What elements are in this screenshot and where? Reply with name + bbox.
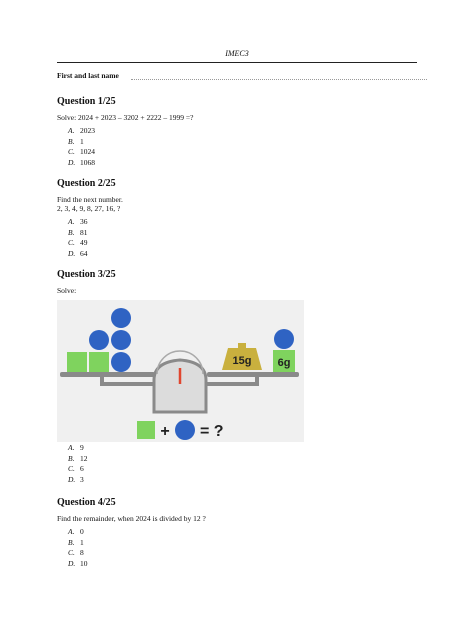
option-d[interactable] [57,475,88,486]
option-letter: D. [68,474,76,484]
blue-circle [111,330,131,350]
right-arm [203,377,257,384]
option-c[interactable] [57,548,206,559]
option-value: 49 [80,238,88,247]
option-value: 0 [80,527,84,536]
blue-circle [111,308,131,328]
question-1 [57,96,193,168]
option-c[interactable] [57,238,123,249]
scale-body [154,360,206,412]
document-title: IMEC3 [225,49,249,58]
name-row [57,71,417,83]
options-list [57,527,206,569]
question-4 [57,497,206,569]
option-letter: C. [68,238,75,247]
option-d[interactable] [57,158,193,169]
option-d[interactable] [57,559,206,570]
option-letter: D. [68,248,76,258]
green-square [67,352,87,372]
option-letter: B. [68,136,75,146]
question-3-options [57,443,88,485]
question-title: Question 2/25 [57,178,116,189]
green-square [89,352,109,372]
options-list [57,217,123,259]
blue-circle [274,329,294,349]
question-text: Find the next number. [57,195,123,204]
option-a[interactable] [57,527,206,538]
blue-circle [89,330,109,350]
question-title: Question 4/25 [57,497,116,508]
option-c[interactable] [57,147,193,158]
options-list [57,443,88,485]
option-letter: B. [68,227,75,237]
equation-plus: + [160,423,170,440]
options-list [57,126,193,168]
option-b[interactable] [57,228,123,239]
equation-circle [175,420,195,440]
option-value: 1068 [80,157,95,167]
left-arm [102,377,157,384]
option-letter: A. [68,126,75,135]
option-value: 2023 [80,126,95,135]
option-letter: C. [68,548,75,557]
equation-square [137,421,155,439]
option-value: 9 [80,443,84,452]
equation-equals: = ? [200,423,224,440]
option-letter: C. [68,147,75,156]
option-value: 8 [80,548,84,557]
question-sequence: 2, 3, 4, 9, 8, 27, 16, ? [57,204,121,213]
question-3 [57,269,116,295]
option-letter: A. [68,217,75,226]
question-title: Question 1/25 [57,96,116,107]
option-b[interactable] [57,137,193,148]
question-text: Solve: [57,286,77,295]
option-value: 10 [80,558,88,568]
name-label: First and last name [57,71,119,80]
option-value: 12 [80,453,88,463]
blue-circle [111,352,131,372]
option-a[interactable] [57,443,88,454]
option-letter: B. [68,453,75,463]
square-weight-label: 6g [277,357,291,369]
question-title: Question 3/25 [57,269,116,280]
option-letter: A. [68,527,75,536]
option-letter: A. [68,443,75,452]
weight-handle [238,343,246,349]
balance-scale-figure [57,300,304,442]
option-value: 3 [80,474,84,484]
option-value: 1024 [80,147,95,156]
option-value: 6 [80,464,84,473]
option-value: 1 [80,136,84,146]
header-divider [57,62,417,63]
option-letter: C. [68,464,75,473]
option-value: 64 [80,248,88,258]
option-value: 81 [80,227,88,237]
left-plate [60,372,155,377]
option-b[interactable] [57,454,88,465]
question-text: Find the remainder, when 2024 is divided by 12 ? [57,514,206,523]
name-field[interactable] [131,79,427,80]
option-letter: D. [68,558,76,568]
option-letter: B. [68,537,75,547]
option-a[interactable] [57,126,193,137]
question-text: Solve: 2024 + 2023 – 3202 + 2222 – 1999 =? [57,113,194,122]
option-value: 36 [80,217,88,226]
option-b[interactable] [57,538,206,549]
right-plate [207,372,299,377]
option-c[interactable] [57,464,88,475]
balance-scale-illustration [57,300,304,442]
option-value: 1 [80,537,84,547]
option-letter: D. [68,157,76,167]
question-2 [57,178,123,259]
option-d[interactable] [57,249,123,260]
option-a[interactable] [57,217,123,228]
weight-label: 15g [232,355,252,367]
